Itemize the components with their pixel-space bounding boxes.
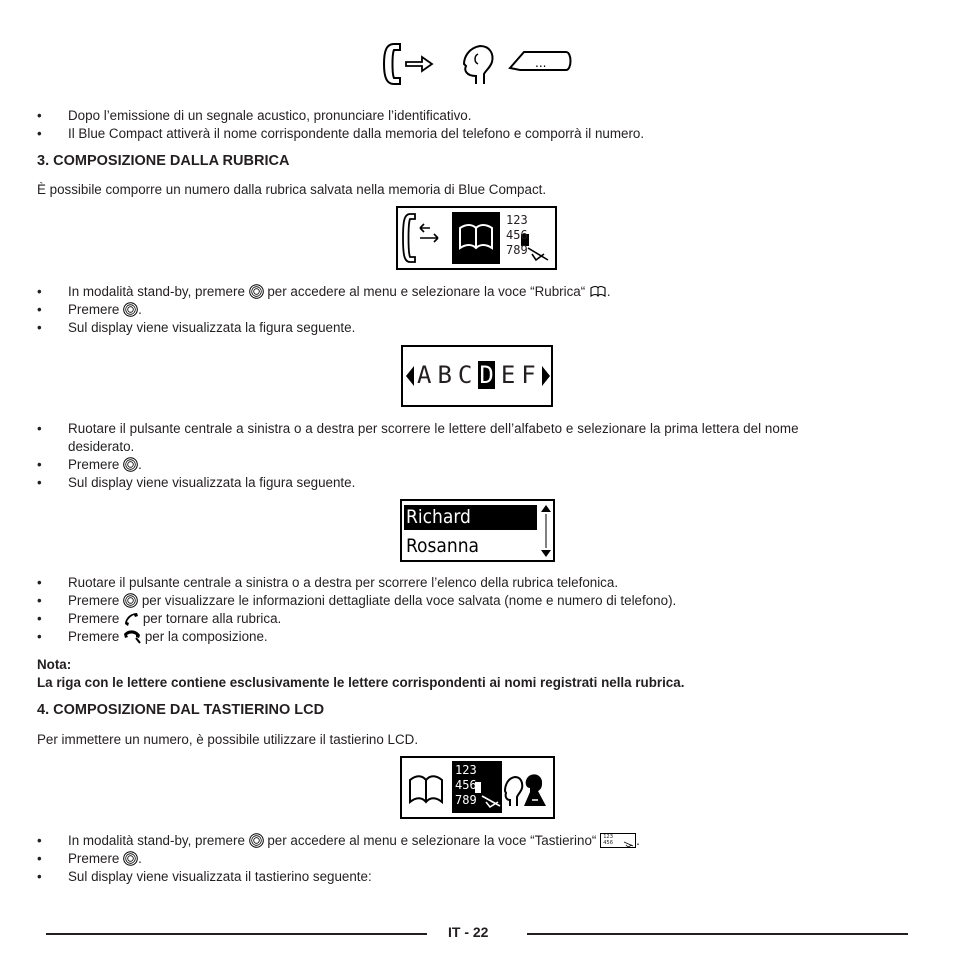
text-fragment: per visualizzare le informazioni dettagliate della voce salvata (nome e numero di telefono).: [141, 593, 677, 608]
lcd-number-row: 456: [506, 228, 528, 242]
alphabet-letter: F: [521, 361, 536, 389]
bullet-text: [68, 284, 611, 299]
keypad-icon: [600, 833, 636, 848]
bullet-dot: •: [37, 320, 42, 335]
bullet-text: [68, 851, 142, 866]
footer-rule-left: [46, 933, 427, 935]
call-key-icon: [123, 629, 141, 644]
bullet-dot: •: [37, 611, 42, 626]
bullet-dot: •: [37, 302, 42, 317]
bullet-text: [68, 833, 640, 848]
bullet-text: [68, 629, 268, 644]
bullet-text: Sul display viene visualizzata la figura seguente.: [68, 475, 356, 490]
bullet-dot: •: [37, 457, 42, 472]
lcd-name-list: [400, 499, 555, 562]
text-fragment: Premere: [68, 851, 120, 866]
bullet-text: [68, 457, 142, 472]
bullet-text: Sul display viene visualizzata il tastierino seguente:: [68, 869, 372, 884]
bullet-dot: •: [37, 851, 42, 866]
bullet-dot: •: [37, 126, 42, 141]
keypad-icon-row: 456: [603, 840, 614, 846]
lcd-number-row: 456: [455, 778, 477, 792]
bullet-dot: •: [37, 869, 42, 884]
section-heading: 4. COMPOSIZIONE DAL TASTIERINO LCD: [37, 702, 325, 718]
bullet-text: Il Blue Compact attiverà il nome corrispondente dalla memoria del telefono e comporrà il numero.: [68, 126, 645, 141]
text-fragment: Premere: [68, 302, 120, 317]
keypad-icon-row: 123: [603, 834, 614, 840]
center-button-icon: [249, 284, 264, 299]
lcd-alphabet-selector: [401, 345, 553, 407]
bullet-text: [68, 302, 142, 317]
text-fragment: Premere: [68, 457, 120, 472]
phonebook-menu-icons: [398, 208, 555, 268]
scroll-arrows-icon: [539, 503, 553, 559]
lcd-number-row: 789: [506, 243, 528, 257]
text-fragment: In modalità stand-by, premere: [68, 833, 245, 848]
bullet-dot: •: [37, 108, 42, 123]
center-button-icon: [123, 593, 138, 608]
lcd-phonebook-menu: [396, 206, 557, 270]
note-label: Nota:: [37, 657, 72, 672]
center-button-icon: [123, 457, 138, 472]
scrollbar: [539, 503, 553, 559]
bullet-dot: •: [37, 833, 42, 848]
lcd-keypad-menu: [400, 756, 555, 819]
bullet-dot: •: [37, 421, 42, 436]
hang-up-key-icon: [123, 611, 139, 626]
text-fragment: per la composizione.: [144, 629, 268, 644]
text-fragment: .: [636, 833, 640, 848]
text-fragment: .: [606, 284, 611, 299]
handset-to-speaker-icon: [380, 40, 576, 88]
phonebook-icon: [589, 284, 607, 299]
lcd-number-row: 789: [455, 793, 477, 807]
voice-dial-figure: [380, 40, 576, 88]
bullet-text: Dopo l’emissione di un segnale acustico, pronunciare l’identificativo.: [68, 108, 472, 123]
keypad-icon-numbers: [603, 834, 613, 846]
alphabet-letter: E: [500, 361, 516, 389]
bullet-text: Ruotare il pulsante centrale a sinistra o a destra per scorrere le lettere dell’alfabeto e selezionare la prima lettera del nome: [68, 421, 799, 436]
bullet-text: Ruotare il pulsante centrale a sinistra o a destra per scorrere l’elenco della rubrica telefonica.: [68, 575, 619, 590]
alphabet-letter: B: [437, 361, 452, 389]
keypad-menu-icons: [402, 758, 553, 817]
alphabet-letter: A: [417, 361, 432, 389]
right-arrow-icon: [542, 366, 550, 386]
alphabet-row: [417, 361, 536, 389]
text-fragment: Premere: [68, 593, 120, 608]
alphabet-letter-selected: D: [479, 361, 494, 389]
text-fragment: per accedere al menu e selezionare la voce “Tastierino“: [267, 833, 597, 848]
bubble-dots: ...: [535, 56, 547, 70]
section-intro: Per immettere un numero, è possibile utilizzare il tastierino LCD.: [37, 732, 419, 747]
bullet-dot: •: [37, 284, 42, 299]
list-item: Rosanna: [406, 535, 480, 557]
bullet-dot: •: [37, 629, 42, 644]
text-fragment: .: [138, 302, 142, 317]
text-fragment: .: [138, 851, 142, 866]
lcd-number-row: 123: [455, 763, 477, 777]
lcd-keypad-numbers: [506, 213, 528, 258]
center-button-icon: [123, 851, 138, 866]
section-intro: È possibile comporre un numero dalla rubrica salvata nella memoria di Blue Compact.: [37, 182, 547, 197]
left-arrow-icon: [406, 366, 414, 386]
text-fragment: per accedere al menu e selezionare la voce “Rubrica“: [267, 284, 586, 299]
footer-rule-right: [527, 933, 908, 935]
bullet-text: Sul display viene visualizzata la figura seguente.: [68, 320, 356, 335]
center-button-icon: [123, 302, 138, 317]
center-button-icon: [249, 833, 264, 848]
lcd-keypad-numbers: [455, 763, 477, 808]
text-fragment: Premere: [68, 629, 120, 644]
text-fragment: .: [138, 457, 142, 472]
bullet-text-continuation: desiderato.: [68, 439, 135, 454]
page-number: IT - 22: [448, 924, 489, 940]
text-fragment: Premere: [68, 611, 120, 626]
note-text: La riga con le lettere contiene esclusivamente le lettere corrispondenti ai nomi registrati nella rubrica.: [37, 675, 685, 690]
text-fragment: In modalità stand-by, premere: [68, 284, 245, 299]
section-heading: 3. COMPOSIZIONE DALLA RUBRICA: [37, 153, 290, 169]
list-item-selected: Richard: [404, 505, 537, 530]
lcd-number-row: 123: [506, 213, 528, 227]
bullet-dot: •: [37, 593, 42, 608]
text-fragment: per tornare alla rubrica.: [142, 611, 282, 626]
alphabet-letter: C: [457, 361, 473, 389]
bullet-text: [68, 611, 281, 626]
bullet-text: [68, 593, 676, 608]
bullet-dot: •: [37, 475, 42, 490]
bullet-dot: •: [37, 575, 42, 590]
